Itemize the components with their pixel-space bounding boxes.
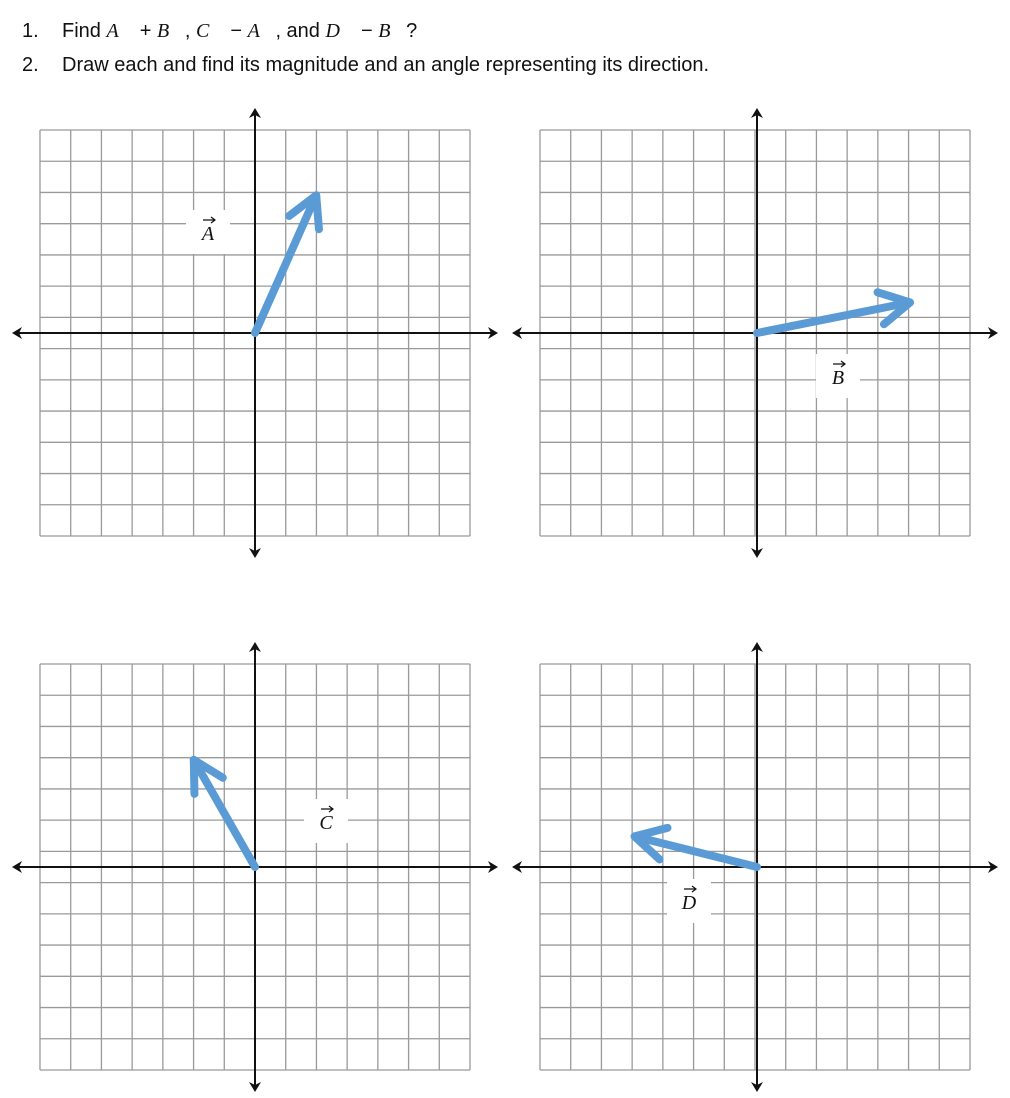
vector-a-symbol-2: A [247, 20, 276, 42]
vector-b-symbol-2: B [378, 20, 407, 42]
vector-label-a [186, 210, 230, 254]
question-1: 1. Find A + B, C − A, and D − B? [22, 14, 982, 48]
question-1-number: 1. [22, 20, 39, 42]
vector-c-symbol: C [195, 20, 225, 42]
vector-a-symbol: A [106, 20, 135, 42]
question-2-number: 2. [22, 54, 39, 76]
vector-label-text: B [831, 367, 845, 389]
vector-label-d [667, 879, 711, 923]
graph-a [12, 108, 498, 558]
graph-d [512, 642, 998, 1092]
vector-b [757, 292, 910, 333]
vector-label-text: A [201, 223, 215, 245]
vector-label-text: C [319, 812, 333, 834]
vector-b-symbol: B [157, 20, 185, 42]
graph-b [512, 108, 998, 558]
vector-a [255, 195, 319, 333]
question-2-text: Draw each and find its magnitude and an angle representing its direction. [62, 54, 710, 76]
vector-label-text: D [681, 892, 697, 914]
graph-c [12, 642, 498, 1092]
vector-d-symbol: D [325, 20, 356, 42]
vector-label-b [816, 354, 860, 398]
vector-label-c [304, 799, 348, 843]
vector-d [635, 828, 757, 867]
